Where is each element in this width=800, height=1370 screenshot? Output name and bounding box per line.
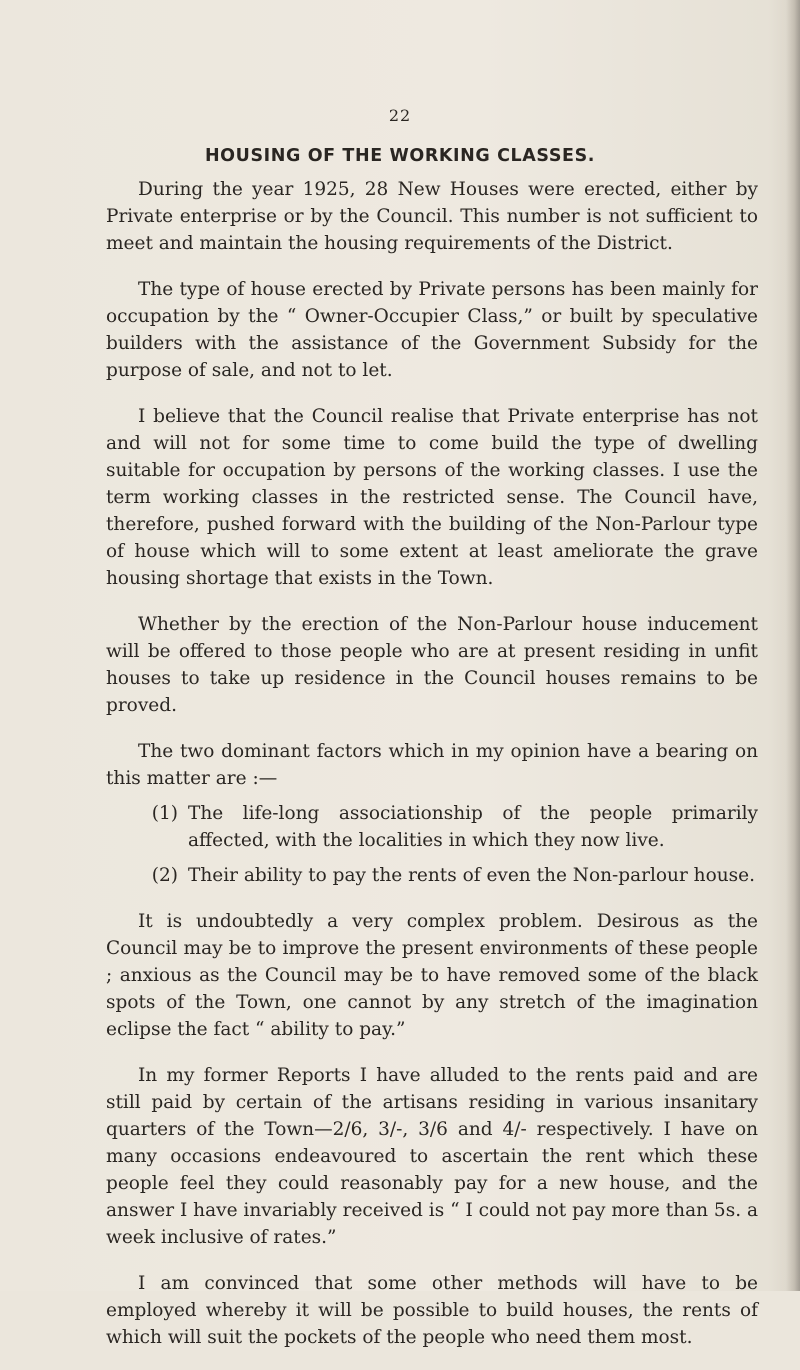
list-item [106, 862, 758, 889]
paragraph: The two dominant factors which in my opinion have a bearing on this matter are :— [106, 741, 758, 789]
list-item-text: Their ability to pay the rents of even the Non-parlour house. [188, 865, 755, 886]
paragraph: It is undoubtedly a very complex problem. Desirous as the Council may be to improve the present environments of these people ; anxious as the Council may be to have removed some of the black spots of the Town, one cannot by any stretch of the imagination eclipse the fact “ ability to pay.” [106, 911, 758, 1040]
paragraph: The type of house erected by Private persons has been mainly for occupation by the “ Owner-Occupier Class,” or built by speculative builders with the assistance of the Government Subsidy for the purpose of sale, and not to let. [106, 279, 758, 381]
list-item-number: (2) [151, 865, 178, 886]
paragraph: In my former Reports I have alluded to the rents paid and are still paid by certain of the artisans residing in various insanitary quarters of the Town—2/6, 3/-, 3/6 and 4/- respectively. I have on many occasions endeavoured to ascertain the rent which these people feel they could reasonably pay for a new house, and the answer I have invariably received is “ I could not pay more than 5s. a week inclusive of rates.” [106, 1065, 758, 1248]
page-edge-shadow [786, 0, 800, 1291]
numbered-list [106, 800, 758, 889]
list-item-text: The life-long associationship of the people primarily affected, with the localities in which they now live. [188, 803, 758, 851]
list-item-number: (1) [151, 803, 178, 824]
paragraph: I am convinced that some other methods will have to be employed whereby it will be possible to build houses, the rents of which will suit the pockets of the people who need them most. [106, 1273, 758, 1348]
list-item [106, 800, 758, 854]
paragraph: Whether by the erection of the Non-Parlour house inducement will be offered to those people who are at present residing in unfit houses to take up residence in the Council houses remains to be proved. [106, 614, 758, 716]
paragraph: During the year 1925, 28 New Houses were erected, either by Private enterprise or by the Council. This number is not sufficient to meet and maintain the housing requirements of the District. [106, 179, 758, 254]
paragraph: I believe that the Council realise that Private enterprise has not and will not for some time to come build the type of dwelling suitable for occupation by persons of the working classes. I use the term working classes in the restricted sense. The Council have, therefore, pushed forward with the building of the Non-Parlour type of house which will to some extent at least ameliorate the grave housing shortage that exists in the Town. [106, 406, 758, 589]
body-text [106, 176, 758, 1370]
page-number: 22 [388, 106, 412, 125]
section-heading: HOUSING OF THE WORKING CLASSES. [204, 146, 596, 166]
